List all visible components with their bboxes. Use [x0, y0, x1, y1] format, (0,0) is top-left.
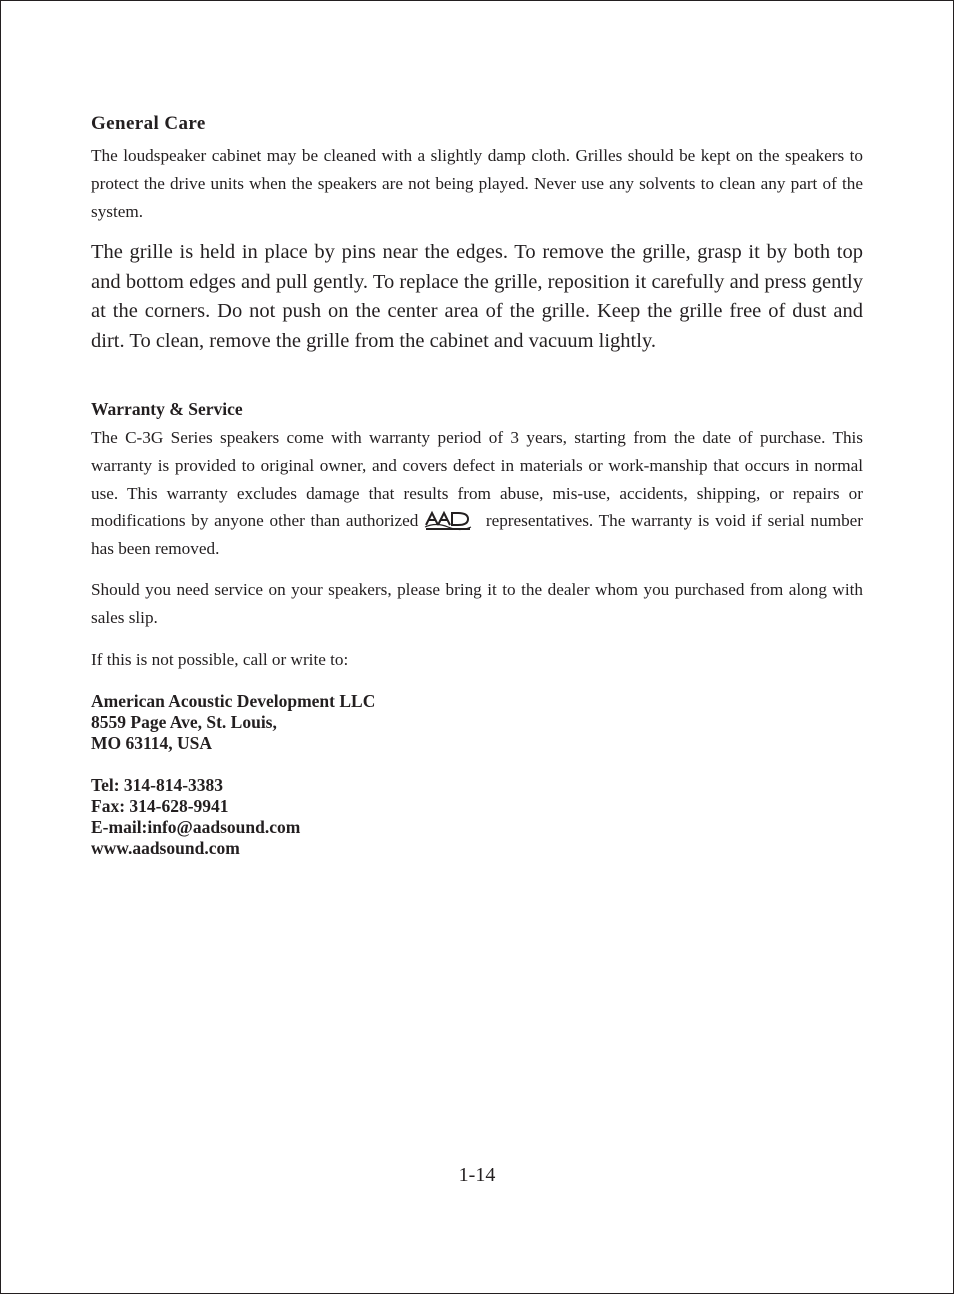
page-number: 1-14	[458, 1164, 496, 1186]
website: www.aadsound.com	[91, 838, 240, 859]
general-care-paragraph-2: The grille is held in place by pins near the edges. To remove the grille, grasp it by both top and bottom edges and pull gently. To replace the grille, reposition it carefully and press gently at the corners. Do not push on the center area of the grille. Keep the grille free of dust and dirt. To clean, remove the grille from the cabinet and vacuum lightly.	[91, 241, 863, 352]
warranty-text-tail: representatives. The warranty is void if serial number has been removed.	[91, 511, 864, 558]
region-address: MO 63114, USA	[91, 733, 213, 754]
aad-logo-icon	[424, 509, 472, 531]
warranty-heading: Warranty & Service	[91, 399, 243, 420]
street-address: 8559 Page Ave, St. Louis,	[91, 712, 277, 733]
fax: Fax: 314-628-9941	[91, 796, 229, 817]
general-care-paragraph-1: The loudspeaker cabinet may be cleaned with a slightly damp cloth. Grilles should be kept on the speakers to protect the drive units when the speakers are not being played. Never use any solvents to clean any part of the system.	[91, 146, 863, 221]
telephone: Tel: 314-814-3383	[91, 775, 224, 796]
warranty-text: The C-3G Series speakers come with warranty period of 3 years, starting from the date of purchase. This warranty is provided to original owner, and covers defect in materials or work-manship that occurs in normal use. This warranty excludes damage that results from abuse, mis-use, accidents, shipping, or repairs or modifications by anyone other than authorized	[91, 428, 863, 531]
company-name: American Acoustic Development LLC	[91, 691, 376, 712]
general-care-heading: General Care	[91, 113, 206, 134]
page-content	[91, 112, 863, 859]
warranty-paragraph-1	[91, 424, 863, 562]
warranty-paragraph-3: If this is not possible, call or write to:	[91, 649, 349, 669]
warranty-paragraph-2: Should you need service on your speakers, please bring it to the dealer whom you purchased from along with sales slip.	[91, 580, 863, 627]
email: E-mail:info@aadsound.com	[91, 817, 301, 838]
address-block	[91, 691, 863, 859]
